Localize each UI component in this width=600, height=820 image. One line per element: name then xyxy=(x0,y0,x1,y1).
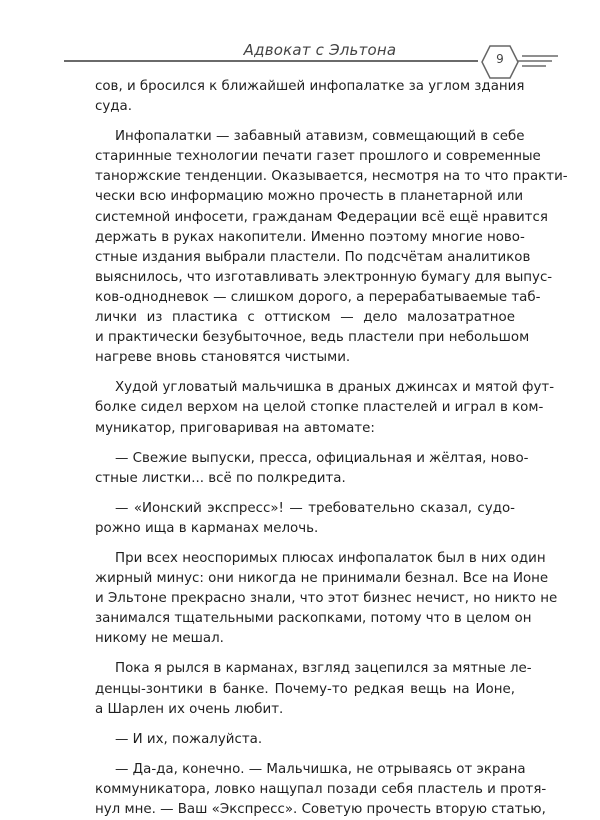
text-line: нул мне. — Ваш «Экспресс». Советую прочесть вторую статью, xyxy=(95,802,546,817)
text-line: — «Ионский экспресс»! — требовательно сказал, судо- xyxy=(115,500,515,516)
paragraph xyxy=(95,449,529,489)
text-line: коммуникатора, ловко нащупал позади себя пластель и протя- xyxy=(95,781,547,797)
paragraph xyxy=(95,127,568,368)
text-line: занимался тщательными раскопками, потому что в целом он xyxy=(95,611,532,627)
paragraph xyxy=(95,378,555,438)
text-line: Худой угловатый мальчишка в драных джинсах и мятой фут- xyxy=(115,380,555,396)
paragraph xyxy=(95,730,515,750)
text-line: суда. xyxy=(95,99,133,115)
text-line: таноржские тенденции. Оказывается, несмотря на то что практи- xyxy=(95,169,568,185)
body-text xyxy=(95,77,568,820)
text-line: старинные технологии печати газет прошлого и современные xyxy=(95,149,541,165)
paragraph xyxy=(95,760,547,820)
text-line: держать в руках накопители. Именно поэтому многие ново- xyxy=(95,229,525,245)
text-line: муникатор, приговаривая на автомате: xyxy=(95,420,375,436)
text-line: ков-однодневок — слишком дорого, а перерабатываемые таб- xyxy=(95,289,541,305)
paragraph xyxy=(95,499,515,539)
text-line: никому не мешал. xyxy=(95,631,224,647)
header-rule xyxy=(64,60,478,62)
text-line: чески всю информацию можно прочесть в планетарной или xyxy=(95,189,524,205)
decorative-lines-icon xyxy=(518,52,558,72)
text-line: и Эльтоне прекрасно знали, что этот бизнес нечист, но никто не xyxy=(95,591,558,607)
paragraph xyxy=(95,549,558,649)
page-number: 9 xyxy=(496,52,504,66)
text-line: — Да-да, конечно. — Мальчишка, не отрываясь от экрана xyxy=(115,761,526,777)
paragraph xyxy=(95,659,532,719)
text-line: — И их, пожалуйста. xyxy=(115,731,263,747)
text-line: лички из пластика с оттиском — дело малозатратное xyxy=(95,310,515,326)
text-line: системной инфосети, гражданам Федерации всё ещё нравится xyxy=(95,209,548,225)
text-line: стные издания выбрали пластели. По подсчётам аналитиков xyxy=(95,249,531,265)
text-line: нагреве вновь становятся чистыми. xyxy=(95,350,351,366)
text-line: денцы-зонтики в банке. Почему-то редкая вещь на Ионе, xyxy=(95,681,515,697)
text-line: стные листки... всё по полкредита. xyxy=(95,470,346,486)
text-line: — Свежие выпуски, пресса, официальная и жёлтая, ново- xyxy=(115,450,529,466)
text-line: Пока я рылся в карманах, взгляд зацепился за мятные ле- xyxy=(115,661,532,677)
text-line: выяснилось, что изготавливать электронную бумагу для выпус- xyxy=(95,269,553,285)
text-line: Инфопалатки — забавный атавизм, совмещающий в себе xyxy=(115,129,525,145)
text-line: жирный минус: они никогда не принимали безнал. Все на Ионе xyxy=(95,571,549,587)
text-line: и практически безубыточное, ведь пластели при небольшом xyxy=(95,330,530,346)
running-head: Адвокат с Эльтона xyxy=(243,41,397,59)
text-line: рожно ища в карманах мелочь. xyxy=(95,520,319,536)
text-line: болке сидел верхом на целой стопке пластелей и играл в ком- xyxy=(95,400,544,416)
text-line: При всех неоспоримых плюсах инфопалаток был в них один xyxy=(115,550,546,566)
text-line: а Шарлен их очень любит. xyxy=(95,701,284,717)
text-line: сов, и бросился к ближайшей инфопалатке за углом здания xyxy=(95,79,525,94)
paragraph xyxy=(95,77,525,117)
